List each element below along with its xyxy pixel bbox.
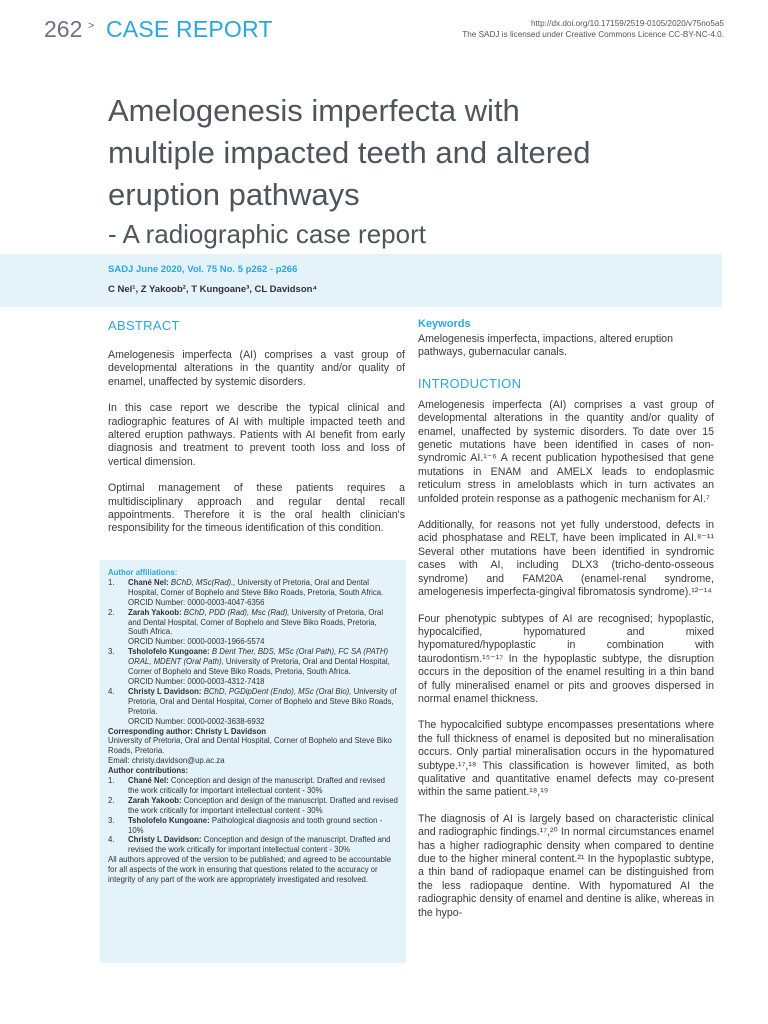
contribution-text: Conception and design of the manuscript. Drafted and revised the work critically for important intellectual content - 30% — [128, 835, 391, 855]
contribution-text: Pathological diagnosis and tooth ground section - 10% — [128, 815, 383, 835]
page-number: 262 — [44, 16, 83, 42]
affiliation-address: University of Pretoria, Oral and Dental Hospital, Corner of Bophelo and Steve Biko Roads, Pretoria, South Africa. — [128, 657, 390, 677]
approval-statement: All authors approved of the version to be published; and agreed to be accountable for all aspects of the work in ensuring that questions related to the accuracy or integrity of any part of the work are appropriately investigated and resolved. — [108, 855, 392, 885]
intro-paragraph: The diagnosis of AI is largely based on characteristic clinical and radiographic findings.¹⁷,²⁰ In normal circumstances enamel has a higher radiographic density when compared to dentine due to the higher mineral content.²¹ In the hypoplastic subtype, a thin band of radiopaque enamel can be distinguished from the less radiopaque dentine. With hypomatured AI the radiographic density of enamel and dentine is alike, whereas in the hypo- — [418, 812, 714, 919]
affiliation-qualifications: BChD, MSc(Rad)., — [170, 577, 236, 587]
doi-block — [462, 18, 724, 40]
title-line-1: Amelogenesis imperfecta with — [108, 93, 520, 128]
meta-band — [0, 254, 722, 307]
contributions-list — [108, 776, 398, 855]
affiliation-name: Tsholofelo Kungoane: — [128, 647, 210, 657]
contribution-item — [108, 816, 398, 836]
right-column — [418, 318, 714, 920]
contributions-heading: Author contributions: — [108, 766, 189, 776]
affiliation-address: University of Pretoria, Oral and Dental Hospital, Corner of Bophelo and Steve Biko Roads, Pretoria, South Africa. — [128, 577, 384, 597]
affiliation-number: 4. — [108, 686, 115, 696]
doi-link[interactable]: http://dx.doi.org/10.17159/2519-0105/2020/v75no5a5 — [530, 19, 724, 28]
contribution-item — [108, 776, 398, 796]
affiliation-item — [108, 608, 398, 648]
section-label: CASE REPORT — [106, 16, 273, 42]
corresponding-email[interactable]: Email: christy.davidson@up.ac.za — [108, 756, 225, 766]
contribution-number: 3. — [108, 815, 115, 825]
affiliation-number: 2. — [108, 607, 115, 617]
intro-paragraph: Four phenotypic subtypes of AI are recognised; hypoplastic, hypocalcified, hypomatured and mixed hypomatured/hypoplastic in combination with taurodontism.¹⁵⁻¹⁷ In the hypoplastic subtype, the disruption occurs in the deposition of the enamel resulting in a thin band of fully mineralised enamel or pits and grooves dispersed in normal enamel thickness. — [418, 612, 714, 705]
abstract-paragraph: Amelogenesis imperfecta (AI) comprises a vast group of developmental alterations in the quantity and/or quality of enamel, unaffected by systemic disorders. — [108, 349, 405, 388]
affiliation-number: 3. — [108, 647, 115, 657]
title-line-2: multiple impacted teeth and altered — [108, 135, 591, 170]
author-list: C Nel¹, Z Yakoob², T Kungoane³, CL Davidson⁴ — [108, 284, 318, 295]
affiliation-orcid: ORCID Number: 0000-0002-3638-6932 — [128, 716, 265, 726]
affiliation-name: Zarah Yakoob: — [128, 607, 182, 617]
affiliation-address: University of Pretoria, Oral and Dental Hospital, Corner of Bophelo and Steve Biko Roads, Pretoria, South Africa. — [128, 607, 384, 637]
chevron-right-icon: > — [88, 20, 95, 32]
article-title — [108, 90, 728, 252]
affiliation-item — [108, 647, 398, 687]
intro-paragraph: The hypocalcified subtype encompasses presentations where the full thickness of enamel is deposited but no mineralisation occurs. Only partial mineralisation occurs in the hypomatured subtype.¹⁷,¹⁸ This classification is however limited, as both qualitative and quantitative enamel defects may co-present within the same patient.¹⁸,¹⁹ — [418, 719, 714, 799]
introduction-heading: INTRODUCTION — [418, 375, 522, 391]
abstract-paragraph: Optimal management of these patients requires a multidisciplinary approach and regular dental recall appointments. Therefore it is the oral health clinician's responsibility for the timeous identification of this condition. — [108, 482, 405, 535]
affiliation-orcid: ORCID Number: 0000-0003-1966-5574 — [128, 637, 265, 647]
intro-paragraph: Additionally, for reasons not yet fully understood, defects in acid phosphatase and RELT, have been implicated in AI.⁸⁻¹¹ Several other mutations have been identified in syndromic cases with AI, including DLX3 (tricho-dento-osseous syndrome) and FAM20A (enamel-renal syndrome, amelogenesis imperfecta-gingival fibromatosis syndrome).¹²⁻¹⁴ — [418, 519, 714, 599]
affiliations-heading: Author affiliations: — [108, 568, 178, 577]
affiliation-orcid: ORCID Number: 0000-0003-4047-6356 — [128, 597, 265, 607]
affiliation-address: University of Pretoria, Oral and Dental Hospital, Corner of Bophelo and Steve Biko Roads, Pretoria. — [128, 686, 397, 716]
contribution-text: Conception and design of the manuscript. Drafted and revised the work critically for important intellectual content - 30% — [128, 795, 398, 815]
left-column — [108, 318, 405, 536]
intro-paragraph: Amelogenesis imperfecta (AI) comprises a vast group of developmental alterations in the quantity and/or quality of enamel, unaffected by systemic disorders. To date over 15 genetic mutations have been identified in cases of non-syndromic AI.¹⁻⁶ A recent publication hypothesised that gene mutations in ENAM and AMELX leads to endoplasmic reticulum stress in ameloblasts which in turn activates an unfolded protein response as a pathogenic mechanism for AI.⁷ — [418, 398, 714, 505]
running-header — [44, 16, 724, 46]
affiliations-box — [100, 560, 406, 963]
affiliation-item — [108, 687, 398, 727]
contribution-item — [108, 796, 398, 816]
affiliation-qualifications: BChD, PDD (Rad), Msc (Rad), — [183, 607, 290, 617]
contribution-text: Conception and design of the manuscript. Drafted and revised the work critically for important intellectual content - 30% — [128, 776, 386, 795]
keywords-text: Amelogenesis imperfecta, impactions, altered eruption pathways, gubernacular canals. — [418, 333, 673, 359]
contribution-name: Christy L Davidson: — [128, 835, 202, 845]
keywords-heading: Keywords — [418, 318, 471, 330]
affiliation-orcid: ORCID Number: 0000-0003-4312-7418 — [128, 676, 265, 686]
contribution-name: Zarah Yakoob: — [128, 795, 182, 805]
affiliation-item — [108, 578, 398, 608]
corresponding-address: University of Pretoria, Oral and Dental Hospital, Corner of Bophelo and Steve Biko Roads, Pretoria. — [108, 736, 392, 756]
affiliation-name: Christy L Davidson: — [128, 686, 202, 696]
corresponding-heading: Corresponding author: Christy L Davidson — [108, 726, 266, 736]
contribution-name: Chané Nel: — [128, 776, 169, 786]
contribution-item — [108, 835, 398, 855]
abstract-heading: ABSTRACT — [108, 318, 180, 333]
article-subtitle: - A radiographic case report — [108, 219, 426, 249]
contribution-number: 1. — [108, 776, 115, 786]
affiliation-name: Chané Nel: — [128, 577, 169, 587]
journal-citation: SADJ June 2020, Vol. 75 No. 5 p262 - p266 — [108, 264, 298, 275]
contribution-number: 2. — [108, 795, 115, 805]
contribution-number: 4. — [108, 835, 115, 845]
affiliations-list — [108, 578, 398, 727]
affiliation-qualifications: B Dent Ther, BDS, MSc (Oral Path), FC SA (PATH) ORAL, MDENT (Oral Path), — [128, 647, 389, 667]
license-text: The SADJ is licensed under Creative Commons Licence CC-BY-NC-4.0. — [462, 30, 724, 39]
contribution-name: Tsholofelo Kungoane: — [128, 815, 210, 825]
affiliation-number: 1. — [108, 577, 115, 587]
affiliation-qualifications: BChD, PGDipDent (Endo), MSc (Oral Bio), — [203, 686, 352, 696]
abstract-paragraph: In this case report we describe the typical clinical and radiographic features of AI with multiple impacted teeth and altered eruption pathways. Patients with AI benefit from early diagnosis and treatment to prevent tooth loss and loss of vertical dimension. — [108, 402, 405, 468]
title-line-3: eruption pathways — [108, 177, 360, 212]
